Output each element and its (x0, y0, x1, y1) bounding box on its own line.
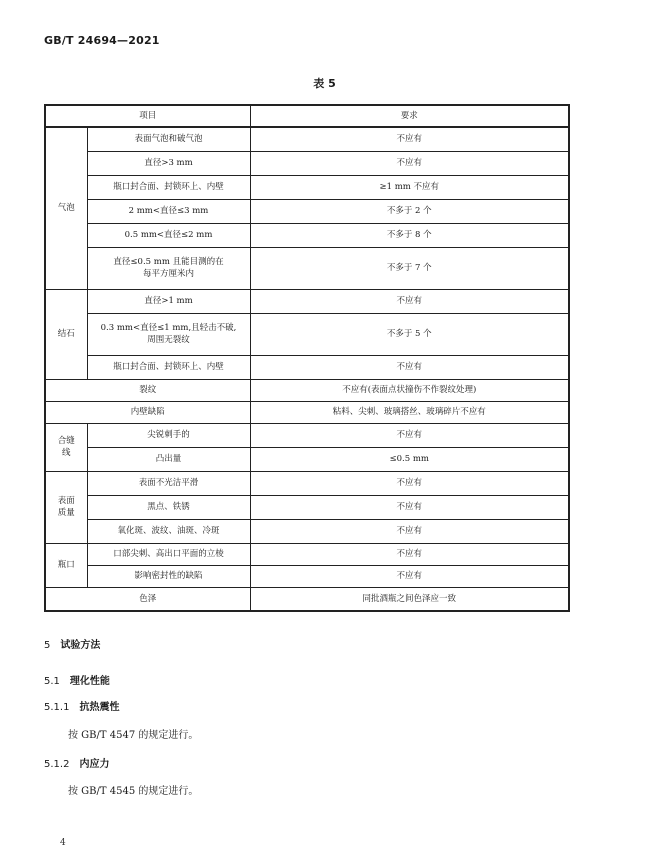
row-requirement: ≥1 mm 不应有 (250, 175, 569, 199)
section-heading-5-1 (44, 672, 110, 687)
group-label-line: 质量 (57, 508, 75, 518)
row-item-line: 每平方厘米内 (143, 269, 195, 279)
table-row (45, 151, 569, 175)
row-item: 瓶口封合面、封锁环上、内壁 (87, 355, 250, 379)
table-row (45, 447, 569, 471)
row-requirement: 不多于 2 个 (250, 199, 569, 223)
row-item-line: 0.3 mm<直径≤1 mm,且轻击不破, (100, 323, 237, 333)
row-item: 裂纹 (45, 379, 250, 401)
section-heading-5 (44, 636, 100, 651)
row-requirement: 粘料、尖刺、玻璃搭丝、玻璃碎片不应有 (250, 401, 569, 423)
row-requirement: 不多于 7 个 (250, 247, 569, 289)
table-row (45, 379, 569, 401)
row-requirement: 不应有 (250, 151, 569, 175)
group-label-line: 线 (61, 448, 71, 458)
section-number: 5.1.2 (44, 759, 70, 770)
row-requirement: 不应有 (250, 565, 569, 587)
table-row (45, 289, 569, 313)
row-item: 内壁缺陷 (45, 401, 250, 423)
page-number: 4 (60, 838, 66, 848)
row-item: 氧化斑、波纹、油斑、冷斑 (87, 519, 250, 543)
row-requirement: 同批酒瓶之间色泽应一致 (250, 587, 569, 611)
table-row (45, 543, 569, 565)
section-heading-5-1-2 (44, 755, 109, 770)
row-requirement: 不应有(表面点状撞伤不作裂纹处理) (250, 379, 569, 401)
row-item: 黑点、铁锈 (87, 495, 250, 519)
row-item-line: 直径≤0.5 mm 且能目测的在 (113, 257, 224, 267)
table-row (45, 587, 569, 611)
paragraph-5-1-2: 按 GB/T 4545 的规定进行。 (68, 786, 199, 797)
table-caption: 表 5 (313, 77, 336, 90)
section-title: 内应力 (79, 759, 110, 770)
row-item: 凸出量 (87, 447, 250, 471)
row-item: 2 mm<直径≤3 mm (87, 199, 250, 223)
group-label-seam (45, 423, 87, 471)
group-label-stones: 结石 (45, 289, 87, 379)
section-heading-5-1-1 (44, 698, 119, 713)
table-row (45, 313, 569, 355)
row-requirement: ≤0.5 mm (250, 447, 569, 471)
table-row (45, 247, 569, 289)
section-title: 试验方法 (60, 640, 101, 651)
requirements-table (44, 104, 570, 612)
row-item: 0.5 mm<直径≤2 mm (87, 223, 250, 247)
row-item: 直径>3 mm (87, 151, 250, 175)
table-row (45, 495, 569, 519)
table-row (45, 423, 569, 447)
row-item: 色泽 (45, 587, 250, 611)
section-number: 5.1.1 (44, 702, 70, 713)
table-header-row (45, 105, 569, 127)
section-number: 5 (44, 640, 51, 651)
row-item: 直径>1 mm (87, 289, 250, 313)
row-item: 影响密封性的缺陷 (87, 565, 250, 587)
header-item: 项目 (45, 105, 250, 127)
row-requirement: 不应有 (250, 471, 569, 495)
table-row (45, 223, 569, 247)
group-label-surface (45, 471, 87, 543)
section-title: 理化性能 (69, 676, 110, 687)
row-requirement: 不多于 5 个 (250, 313, 569, 355)
table-row (45, 401, 569, 423)
group-label-mouth: 瓶口 (45, 543, 87, 587)
row-requirement: 不应有 (250, 355, 569, 379)
table-row (45, 565, 569, 587)
table-row (45, 127, 569, 151)
group-label-line: 合缝 (57, 436, 75, 446)
row-item: 表面气泡和破气泡 (87, 127, 250, 151)
row-item (87, 313, 250, 355)
row-requirement: 不应有 (250, 423, 569, 447)
row-item: 口部尖刺、高出口平面的立棱 (87, 543, 250, 565)
standard-code: GB/T 24694—2021 (44, 34, 160, 47)
row-item: 瓶口封合面、封锁环上、内壁 (87, 175, 250, 199)
table-row (45, 519, 569, 543)
table-row (45, 471, 569, 495)
group-label-bubbles: 气泡 (45, 127, 87, 289)
row-requirement: 不应有 (250, 543, 569, 565)
group-label-line: 表面 (57, 496, 75, 506)
header-requirement: 要求 (250, 105, 569, 127)
row-item-line: 周围无裂纹 (147, 335, 190, 345)
section-number: 5.1 (44, 676, 60, 687)
row-requirement: 不应有 (250, 519, 569, 543)
row-requirement: 不应有 (250, 495, 569, 519)
row-requirement: 不应有 (250, 289, 569, 313)
table-row (45, 355, 569, 379)
table-row (45, 175, 569, 199)
row-item: 尖锐刺手的 (87, 423, 250, 447)
row-requirement: 不多于 8 个 (250, 223, 569, 247)
row-item: 表面不光洁平滑 (87, 471, 250, 495)
paragraph-5-1-1: 按 GB/T 4547 的规定进行。 (68, 730, 199, 741)
row-item (87, 247, 250, 289)
row-requirement: 不应有 (250, 127, 569, 151)
section-title: 抗热震性 (79, 702, 120, 713)
table-row (45, 199, 569, 223)
